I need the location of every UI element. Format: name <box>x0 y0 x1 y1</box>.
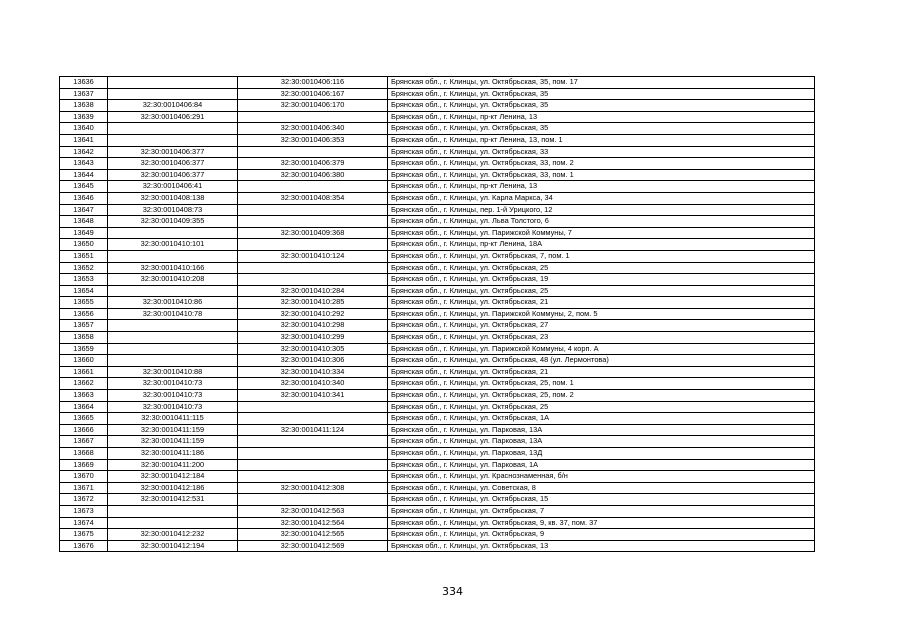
address-cell: Брянская обл., г. Клинцы, ул. Краснознаменная, б/н <box>388 471 815 483</box>
address-cell: Брянская обл., г. Клинцы, ул. Парижской Коммуны, 2, пом. 5 <box>388 308 815 320</box>
table-row <box>60 320 815 332</box>
parent-cadastral-number-cell: 32:30:0010406:377 <box>108 146 238 158</box>
row-number-cell: 13660 <box>60 355 108 367</box>
parent-cadastral-number-cell: 32:30:0010406:377 <box>108 158 238 170</box>
address-cell: Брянская обл., г. Клинцы, ул. Парижской Коммуны, 7 <box>388 227 815 239</box>
table-row <box>60 366 815 378</box>
table-row <box>60 239 815 251</box>
parent-cadastral-number-cell: 32:30:0010412:232 <box>108 529 238 541</box>
address-cell: Брянская обл., г. Клинцы, ул. Октябрьская, 27 <box>388 320 815 332</box>
cadastral-number-cell: 32:30:0010406:353 <box>238 134 388 146</box>
address-cell: Брянская обл., г. Клинцы, ул. Октябрьская, 13 <box>388 540 815 552</box>
table-row <box>60 505 815 517</box>
cadastral-number-cell: 32:30:0010410:299 <box>238 332 388 344</box>
table-row <box>60 100 815 112</box>
parent-cadastral-number-cell: 32:30:0010410:101 <box>108 239 238 251</box>
row-number-cell: 13637 <box>60 88 108 100</box>
address-cell: Брянская обл., г. Клинцы, ул. Парковая, 1А <box>388 459 815 471</box>
cadastral-number-cell: 32:30:0010409:368 <box>238 227 388 239</box>
table-row <box>60 448 815 460</box>
address-cell: Брянская обл., г. Клинцы, ул. Октябрьская, 25 <box>388 285 815 297</box>
table-row <box>60 285 815 297</box>
cadastral-number-cell: 32:30:0010406:379 <box>238 158 388 170</box>
table-row <box>60 146 815 158</box>
table-row <box>60 204 815 216</box>
row-number-cell: 13638 <box>60 100 108 112</box>
table-row <box>60 216 815 228</box>
table-row <box>60 494 815 506</box>
address-cell: Брянская обл., г. Клинцы, ул. Октябрьская, 48 (ул. Лермонтова) <box>388 355 815 367</box>
cadastral-number-cell: 32:30:0010410:298 <box>238 320 388 332</box>
parent-cadastral-number-cell: 32:30:0010410:86 <box>108 297 238 309</box>
row-number-cell: 13671 <box>60 482 108 494</box>
address-cell: Брянская обл., г. Клинцы, ул. Октябрьская, 35 <box>388 123 815 135</box>
cadastral-number-cell: 32:30:0010412:565 <box>238 529 388 541</box>
parent-cadastral-number-cell: 32:30:0010410:73 <box>108 378 238 390</box>
table-row <box>60 471 815 483</box>
cadastral-number-cell <box>238 239 388 251</box>
row-number-cell: 13665 <box>60 413 108 425</box>
cadastral-number-cell <box>238 471 388 483</box>
address-cell: Брянская обл., г. Клинцы, ул. Октябрьская, 25, пом. 1 <box>388 378 815 390</box>
row-number-cell: 13667 <box>60 436 108 448</box>
address-cell: Брянская обл., г. Клинцы, пр-кт Ленина, 18А <box>388 239 815 251</box>
cadastral-number-cell: 32:30:0010410:305 <box>238 343 388 355</box>
row-number-cell: 13641 <box>60 134 108 146</box>
table-row <box>60 332 815 344</box>
cadastral-number-cell: 32:30:0010410:284 <box>238 285 388 297</box>
cadastral-number-cell: 32:30:0010406:340 <box>238 123 388 135</box>
cadastral-number-cell: 32:30:0010410:306 <box>238 355 388 367</box>
cadastral-number-cell: 32:30:0010410:292 <box>238 308 388 320</box>
address-cell: Брянская обл., г. Клинцы, ул. Карла Маркса, 34 <box>388 192 815 204</box>
row-number-cell: 13663 <box>60 390 108 402</box>
parent-cadastral-number-cell: 32:30:0010411:159 <box>108 424 238 436</box>
row-number-cell: 13662 <box>60 378 108 390</box>
address-cell: Брянская обл., г. Клинцы, ул. Октябрьская, 25 <box>388 262 815 274</box>
row-number-cell: 13674 <box>60 517 108 529</box>
address-cell: Брянская обл., г. Клинцы, ул. Октябрьская, 9 <box>388 529 815 541</box>
row-number-cell: 13669 <box>60 459 108 471</box>
row-number-cell: 13666 <box>60 424 108 436</box>
table-row <box>60 529 815 541</box>
address-cell: Брянская обл., г. Клинцы, ул. Октябрьская, 35 <box>388 88 815 100</box>
parent-cadastral-number-cell <box>108 88 238 100</box>
parent-cadastral-number-cell <box>108 285 238 297</box>
address-cell: Брянская обл., г. Клинцы, ул. Октябрьская, 35, пом. 17 <box>388 77 815 89</box>
document-page <box>59 76 814 552</box>
row-number-cell: 13643 <box>60 158 108 170</box>
row-number-cell: 13645 <box>60 181 108 193</box>
parent-cadastral-number-cell <box>108 123 238 135</box>
parent-cadastral-number-cell: 32:30:0010406:41 <box>108 181 238 193</box>
cadastral-number-cell <box>238 448 388 460</box>
row-number-cell: 13675 <box>60 529 108 541</box>
cadastral-number-cell: 32:30:0010411:124 <box>238 424 388 436</box>
parent-cadastral-number-cell: 32:30:0010410:78 <box>108 308 238 320</box>
parent-cadastral-number-cell <box>108 517 238 529</box>
table-row <box>60 459 815 471</box>
address-cell: Брянская обл., г. Клинцы, ул. Октябрьская, 7 <box>388 505 815 517</box>
table-row <box>60 378 815 390</box>
parent-cadastral-number-cell: 32:30:0010412:194 <box>108 540 238 552</box>
address-cell: Брянская обл., г. Клинцы, ул. Октябрьская, 7, пом. 1 <box>388 250 815 262</box>
cadastral-number-cell: 32:30:0010410:341 <box>238 390 388 402</box>
row-number-cell: 13654 <box>60 285 108 297</box>
address-cell: Брянская обл., г. Клинцы, ул. Октябрьская, 21 <box>388 297 815 309</box>
parent-cadastral-number-cell <box>108 355 238 367</box>
row-number-cell: 13652 <box>60 262 108 274</box>
row-number-cell: 13644 <box>60 169 108 181</box>
table-row <box>60 401 815 413</box>
address-cell: Брянская обл., г. Клинцы, пр-кт Ленина, 13 <box>388 111 815 123</box>
table-row <box>60 88 815 100</box>
parent-cadastral-number-cell <box>108 134 238 146</box>
cadastral-number-cell: 32:30:0010410:124 <box>238 250 388 262</box>
address-cell: Брянская обл., г. Клинцы, ул. Октябрьская, 9, кв. 37, пом. 37 <box>388 517 815 529</box>
address-cell: Брянская обл., г. Клинцы, ул. Октябрьская, 25, пом. 2 <box>388 390 815 402</box>
table-row <box>60 250 815 262</box>
address-cell: Брянская обл., г. Клинцы, ул. Октябрьская, 25 <box>388 401 815 413</box>
cadastral-number-cell <box>238 181 388 193</box>
parent-cadastral-number-cell: 32:30:0010411:186 <box>108 448 238 460</box>
address-cell: Брянская обл., г. Клинцы, ул. Парковая, 13А <box>388 436 815 448</box>
parent-cadastral-number-cell: 32:30:0010406:84 <box>108 100 238 112</box>
parent-cadastral-number-cell <box>108 320 238 332</box>
table-row <box>60 297 815 309</box>
row-number-cell: 13647 <box>60 204 108 216</box>
cadastral-number-cell: 32:30:0010412:308 <box>238 482 388 494</box>
row-number-cell: 13636 <box>60 77 108 89</box>
address-cell: Брянская обл., г. Клинцы, ул. Парижской Коммуны, 4 корп. А <box>388 343 815 355</box>
address-cell: Брянская обл., г. Клинцы, пр-кт Ленина, 13, пом. 1 <box>388 134 815 146</box>
parent-cadastral-number-cell: 32:30:0010410:166 <box>108 262 238 274</box>
cadastral-number-cell <box>238 262 388 274</box>
parent-cadastral-number-cell: 32:30:0010411:200 <box>108 459 238 471</box>
cadastral-number-cell: 32:30:0010406:167 <box>238 88 388 100</box>
table-row <box>60 517 815 529</box>
cadastral-number-cell: 32:30:0010412:569 <box>238 540 388 552</box>
address-cell: Брянская обл., г. Клинцы, ул. Советская, 8 <box>388 482 815 494</box>
row-number-cell: 13658 <box>60 332 108 344</box>
parent-cadastral-number-cell <box>108 227 238 239</box>
table-row <box>60 413 815 425</box>
row-number-cell: 13649 <box>60 227 108 239</box>
row-number-cell: 13670 <box>60 471 108 483</box>
table-body <box>60 77 815 552</box>
row-number-cell: 13655 <box>60 297 108 309</box>
cadastral-number-cell: 32:30:0010408:354 <box>238 192 388 204</box>
row-number-cell: 13639 <box>60 111 108 123</box>
table-row <box>60 123 815 135</box>
cadastral-number-cell: 32:30:0010410:285 <box>238 297 388 309</box>
row-number-cell: 13664 <box>60 401 108 413</box>
row-number-cell: 13653 <box>60 274 108 286</box>
address-cell: Брянская обл., г. Клинцы, ул. Октябрьская, 35 <box>388 100 815 112</box>
row-number-cell: 13642 <box>60 146 108 158</box>
address-cell: Брянская обл., г. Клинцы, ул. Октябрьская, 1А <box>388 413 815 425</box>
row-number-cell: 13668 <box>60 448 108 460</box>
address-cell: Брянская обл., г. Клинцы, ул. Октябрьская, 33 <box>388 146 815 158</box>
table-row <box>60 181 815 193</box>
cadastral-number-cell <box>238 459 388 471</box>
parent-cadastral-number-cell: 32:30:0010406:291 <box>108 111 238 123</box>
parent-cadastral-number-cell: 32:30:0010410:73 <box>108 390 238 402</box>
table-row <box>60 262 815 274</box>
row-number-cell: 13646 <box>60 192 108 204</box>
table-row <box>60 77 815 89</box>
row-number-cell: 13648 <box>60 216 108 228</box>
cadastral-number-cell: 32:30:0010406:170 <box>238 100 388 112</box>
cadastral-number-cell <box>238 204 388 216</box>
parent-cadastral-number-cell: 32:30:0010410:88 <box>108 366 238 378</box>
cadastral-number-cell <box>238 111 388 123</box>
cadastral-number-cell: 32:30:0010412:564 <box>238 517 388 529</box>
parent-cadastral-number-cell: 32:30:0010411:115 <box>108 413 238 425</box>
parent-cadastral-number-cell <box>108 77 238 89</box>
address-cell: Брянская обл., г. Клинцы, ул. Льва Толстого, 6 <box>388 216 815 228</box>
parent-cadastral-number-cell <box>108 505 238 517</box>
parent-cadastral-number-cell: 32:30:0010410:208 <box>108 274 238 286</box>
table-row <box>60 169 815 181</box>
table-row <box>60 390 815 402</box>
table-row <box>60 343 815 355</box>
cadastral-number-cell: 32:30:0010406:380 <box>238 169 388 181</box>
address-cell: Брянская обл., г. Клинцы, ул. Октябрьская, 33, пом. 2 <box>388 158 815 170</box>
parent-cadastral-number-cell: 32:30:0010408:138 <box>108 192 238 204</box>
table-row <box>60 111 815 123</box>
address-cell: Брянская обл., г. Клинцы, ул. Октябрьская, 33, пом. 1 <box>388 169 815 181</box>
row-number-cell: 13673 <box>60 505 108 517</box>
row-number-cell: 13656 <box>60 308 108 320</box>
cadastral-table <box>59 76 815 552</box>
table-row <box>60 436 815 448</box>
table-row <box>60 355 815 367</box>
parent-cadastral-number-cell: 32:30:0010412:531 <box>108 494 238 506</box>
cadastral-number-cell: 32:30:0010410:340 <box>238 378 388 390</box>
cadastral-number-cell <box>238 274 388 286</box>
cadastral-number-cell <box>238 436 388 448</box>
cadastral-number-cell <box>238 413 388 425</box>
row-number-cell: 13640 <box>60 123 108 135</box>
parent-cadastral-number-cell: 32:30:0010409:355 <box>108 216 238 228</box>
table-row <box>60 158 815 170</box>
table-row <box>60 308 815 320</box>
cadastral-number-cell <box>238 146 388 158</box>
row-number-cell: 13657 <box>60 320 108 332</box>
table-row <box>60 134 815 146</box>
table-row <box>60 192 815 204</box>
table-row <box>60 482 815 494</box>
address-cell: Брянская обл., г. Клинцы, ул. Октябрьская, 15 <box>388 494 815 506</box>
address-cell: Брянская обл., г. Клинцы, ул. Парковая, 13А <box>388 424 815 436</box>
parent-cadastral-number-cell <box>108 343 238 355</box>
parent-cadastral-number-cell: 32:30:0010408:73 <box>108 204 238 216</box>
parent-cadastral-number-cell <box>108 332 238 344</box>
address-cell: Брянская обл., г. Клинцы, ул. Октябрьская, 19 <box>388 274 815 286</box>
row-number-cell: 13672 <box>60 494 108 506</box>
table-row <box>60 274 815 286</box>
row-number-cell: 13650 <box>60 239 108 251</box>
row-number-cell: 13661 <box>60 366 108 378</box>
parent-cadastral-number-cell: 32:30:0010406:377 <box>108 169 238 181</box>
address-cell: Брянская обл., г. Клинцы, ул. Октябрьская, 21 <box>388 366 815 378</box>
address-cell: Брянская обл., г. Клинцы, пр-кт Ленина, 13 <box>388 181 815 193</box>
row-number-cell: 13676 <box>60 540 108 552</box>
parent-cadastral-number-cell: 32:30:0010411:159 <box>108 436 238 448</box>
cadastral-number-cell: 32:30:0010412:563 <box>238 505 388 517</box>
table-row <box>60 424 815 436</box>
cadastral-number-cell: 32:30:0010406:116 <box>238 77 388 89</box>
page-number: 334 <box>442 585 463 598</box>
cadastral-number-cell: 32:30:0010410:334 <box>238 366 388 378</box>
address-cell: Брянская обл., г. Клинцы, ул. Парковая, 13Д <box>388 448 815 460</box>
row-number-cell: 13659 <box>60 343 108 355</box>
parent-cadastral-number-cell: 32:30:0010410:73 <box>108 401 238 413</box>
parent-cadastral-number-cell <box>108 250 238 262</box>
address-cell: Брянская обл., г. Клинцы, ул. Октябрьская, 23 <box>388 332 815 344</box>
table-row <box>60 540 815 552</box>
parent-cadastral-number-cell: 32:30:0010412:184 <box>108 471 238 483</box>
table-row <box>60 227 815 239</box>
address-cell: Брянская обл., г. Клинцы, пер. 1-й Урицкого, 12 <box>388 204 815 216</box>
parent-cadastral-number-cell: 32:30:0010412:186 <box>108 482 238 494</box>
cadastral-number-cell <box>238 494 388 506</box>
cadastral-number-cell <box>238 401 388 413</box>
row-number-cell: 13651 <box>60 250 108 262</box>
cadastral-number-cell <box>238 216 388 228</box>
